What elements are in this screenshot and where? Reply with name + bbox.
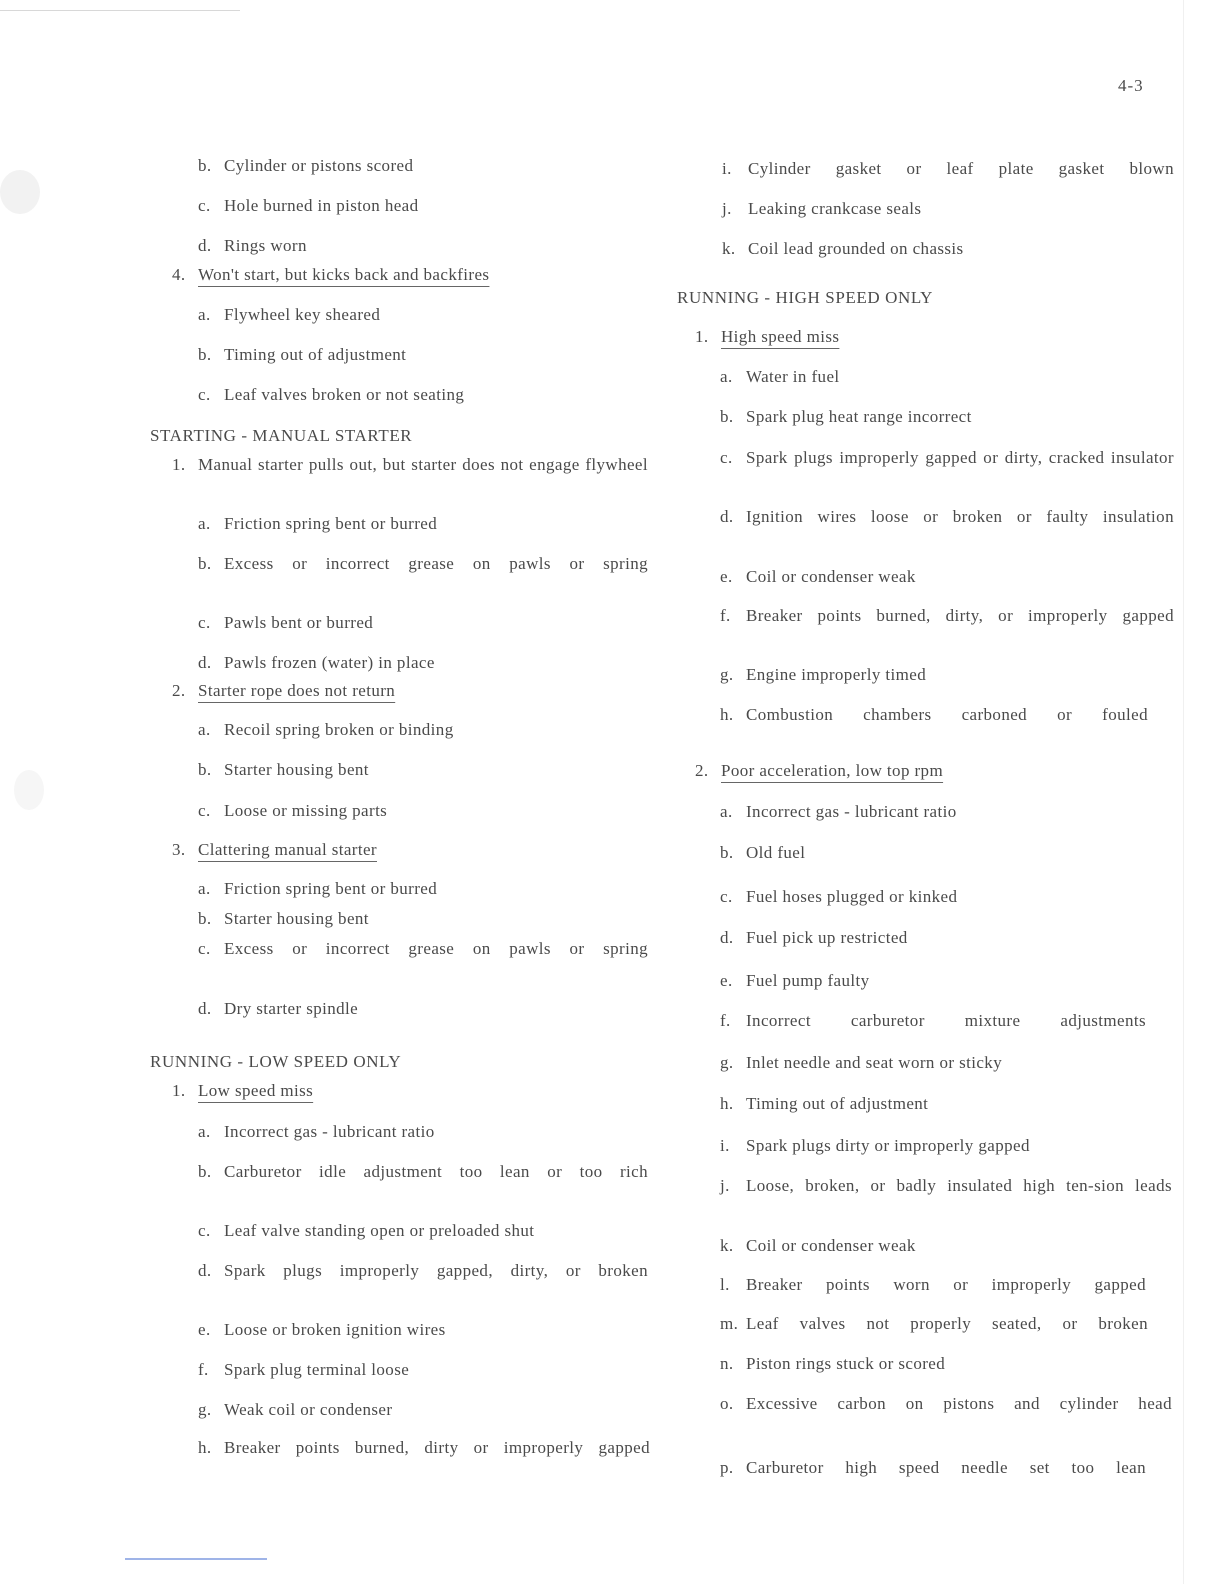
list-item: b. Carburetor idle adjustment too lean or too rich: [198, 1162, 648, 1181]
list-item: l. Breaker points worn or improperly gapped: [720, 1275, 1146, 1294]
list-item: c. Leaf valve standing open or preloaded shut: [198, 1221, 535, 1240]
list-item: f. Breaker points burned, dirty, or improperly gapped: [720, 606, 1174, 625]
list-item: b. Timing out of adjustment: [198, 345, 407, 364]
list-item: e. Coil or condenser weak: [720, 567, 916, 586]
list-item: g. Weak coil or condenser: [198, 1400, 393, 1419]
list-item: a. Incorrect gas - lubricant ratio: [720, 802, 957, 821]
list-item: g. Inlet needle and seat worn or sticky: [720, 1053, 1003, 1072]
list-item: e. Loose or broken ignition wires: [198, 1320, 446, 1339]
punch-hole: [14, 770, 44, 810]
list-item: a. Friction spring bent or burred: [198, 879, 438, 898]
section-heading: RUNNING - HIGH SPEED ONLY: [677, 288, 934, 307]
list-item: d. Rings worn: [198, 236, 307, 255]
list-item: g. Engine improperly timed: [720, 665, 927, 684]
list-item: k. Coil or condenser weak: [720, 1236, 916, 1255]
list-item: n. Piston rings stuck or scored: [720, 1354, 946, 1373]
list-item: b. Spark plug heat range incorrect: [720, 407, 972, 426]
list-item: b. Starter housing bent: [198, 909, 369, 928]
list-item: c. Fuel hoses plugged or kinked: [720, 887, 958, 906]
list-item: h. Breaker points burned, dirty or improperly gapped: [198, 1438, 650, 1457]
section-heading: RUNNING - LOW SPEED ONLY: [150, 1052, 402, 1071]
list-item: f. Incorrect carburetor mixture adjustments: [720, 1011, 1146, 1030]
section-heading: STARTING - MANUAL STARTER: [150, 426, 413, 445]
subsection-heading: 3. Clattering manual starter: [172, 840, 377, 859]
list-item: d. Fuel pick up restricted: [720, 928, 908, 947]
list-item: i. Cylinder gasket or leaf plate gasket blown: [722, 159, 1174, 178]
list-item: o. Excessive carbon on pistons and cylinder head: [720, 1394, 1172, 1413]
subsection-heading: 2. Poor acceleration, low top rpm: [695, 761, 944, 780]
list-item: i. Spark plugs dirty or improperly gapped: [720, 1136, 1030, 1155]
list-item: d. Ignition wires loose or broken or faulty insulation: [720, 507, 1174, 526]
scan-top-rule: [0, 10, 240, 11]
list-item: d. Dry starter spindle: [198, 999, 359, 1018]
list-item: a. Recoil spring broken or binding: [198, 720, 454, 739]
list-item: c. Leaf valves broken or not seating: [198, 385, 465, 404]
list-item: d. Spark plugs improperly gapped, dirty, or broken: [198, 1261, 648, 1280]
list-item: a. Friction spring bent or burred: [198, 514, 438, 533]
list-item: c. Hole burned in piston head: [198, 196, 419, 215]
list-item: k. Coil lead grounded on chassis: [722, 239, 964, 258]
list-item: c. Loose or missing parts: [198, 801, 388, 820]
list-item: c. Spark plugs improperly gapped or dirty, cracked insulator: [720, 448, 1174, 467]
list-item: a. Incorrect gas - lubricant ratio: [198, 1122, 435, 1141]
list-item: h. Combustion chambers carboned or fouled: [720, 705, 1148, 724]
list-item: e. Fuel pump faulty: [720, 971, 870, 990]
list-item: d. Pawls frozen (water) in place: [198, 653, 435, 672]
scan-bottom-rule: [125, 1558, 267, 1560]
subsection-heading: 2. Starter rope does not return: [172, 681, 396, 700]
list-item: c. Excess or incorrect grease on pawls or spring: [198, 939, 648, 958]
list-item: b. Old fuel: [720, 843, 806, 862]
list-item: h. Timing out of adjustment: [720, 1094, 929, 1113]
scan-right-edge: [1183, 0, 1184, 1584]
list-item: m. Leaf valves not properly seated, or broken: [720, 1314, 1148, 1333]
list-item: j. Leaking crankcase seals: [722, 199, 922, 218]
list-item: b. Starter housing bent: [198, 760, 369, 779]
page-number: 4-3: [1118, 76, 1144, 95]
list-item: b. Cylinder or pistons scored: [198, 156, 414, 175]
list-item: f. Spark plug terminal loose: [198, 1360, 410, 1379]
list-item: j. Loose, broken, or badly insulated high ten-sion leads: [720, 1176, 1172, 1195]
list-item: b. Excess or incorrect grease on pawls or spring: [198, 554, 648, 573]
list-item: p. Carburetor high speed needle set too lean: [720, 1458, 1146, 1477]
punch-hole: [0, 170, 40, 214]
subsection-heading: 1. Low speed miss: [172, 1081, 314, 1100]
list-item: a. Flywheel key sheared: [198, 305, 381, 324]
list-item: a. Water in fuel: [720, 367, 840, 386]
subsection-heading: 1. High speed miss: [695, 327, 840, 346]
subsection-heading: 4. Won't start, but kicks back and backfires: [172, 265, 490, 284]
list-item: c. Pawls bent or burred: [198, 613, 374, 632]
subsection-heading: 1. Manual starter pulls out, but starter does not engage flywheel: [172, 455, 648, 474]
